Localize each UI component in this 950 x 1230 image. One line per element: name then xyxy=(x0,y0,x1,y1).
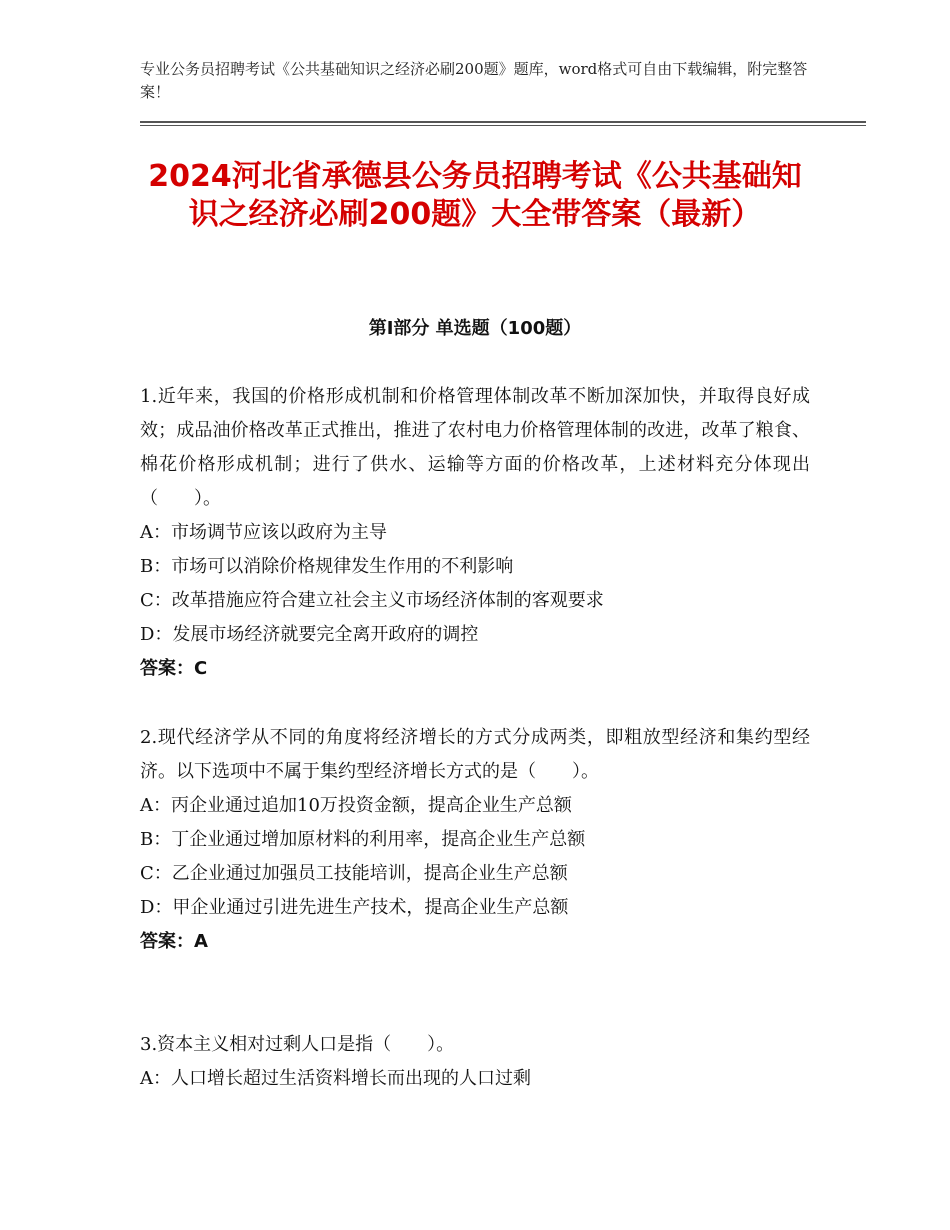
option-b: B：市场可以消除价格规律发生作用的不利影响 xyxy=(140,556,514,577)
question-2 xyxy=(140,721,810,959)
option-c: C：改革措施应符合建立社会主义市场经济体制的客观要求 xyxy=(140,590,604,611)
option-c: C：乙企业通过加强员工技能培训，提高企业生产总额 xyxy=(140,863,568,884)
header-divider-thick xyxy=(140,121,866,123)
answer: 答案：A xyxy=(140,931,208,952)
option-d: D：发展市场经济就要完全离开政府的调控 xyxy=(140,624,479,645)
answer: 答案：C xyxy=(140,658,208,679)
question-stem: 1.近年来，我国的价格形成机制和价格管理体制改革不断加深加快，并取得良好成效；成品油价格改革正式推出，推进了农村电力价格管理体制的改进，改革了粮食、棉花价格形成机制；进行了供水、运输等方面的价格改革，上述材料充分体现出（ ）。 xyxy=(140,386,810,509)
section-title: 第Ⅰ部分 单选题（100题） xyxy=(368,318,582,339)
question-1 xyxy=(140,380,810,686)
header-divider-thin xyxy=(140,125,866,126)
option-d: D：甲企业通过引进先进生产技术，提高企业生产总额 xyxy=(140,897,569,918)
question-3 xyxy=(140,1028,810,1096)
option-a: A：人口增长超过生活资料增长而出现的人口过剩 xyxy=(140,1068,531,1089)
question-stem: 3.资本主义相对过剩人口是指（ ）。 xyxy=(140,1034,455,1055)
question-stem: 2.现代经济学从不同的角度将经济增长的方式分成两类，即粗放型经济和集约型经济。以下选项中不属于集约型经济增长方式的是（ ）。 xyxy=(140,727,810,782)
option-a: A：市场调节应该以政府为主导 xyxy=(140,522,387,543)
document-title: 2024河北省承德县公务员招聘考试《公共基础知识之经济必刷200题》大全带答案（最新） xyxy=(148,159,802,232)
option-b: B：丁企业通过增加原材料的利用率，提高企业生产总额 xyxy=(140,829,586,850)
option-a: A：丙企业通过追加10万投资金额，提高企业生产总额 xyxy=(140,795,572,816)
header-note: 专业公务员招聘考试《公共基础知识之经济必刷200题》题库，word格式可自由下载编辑，附完整答案！ xyxy=(140,60,808,101)
